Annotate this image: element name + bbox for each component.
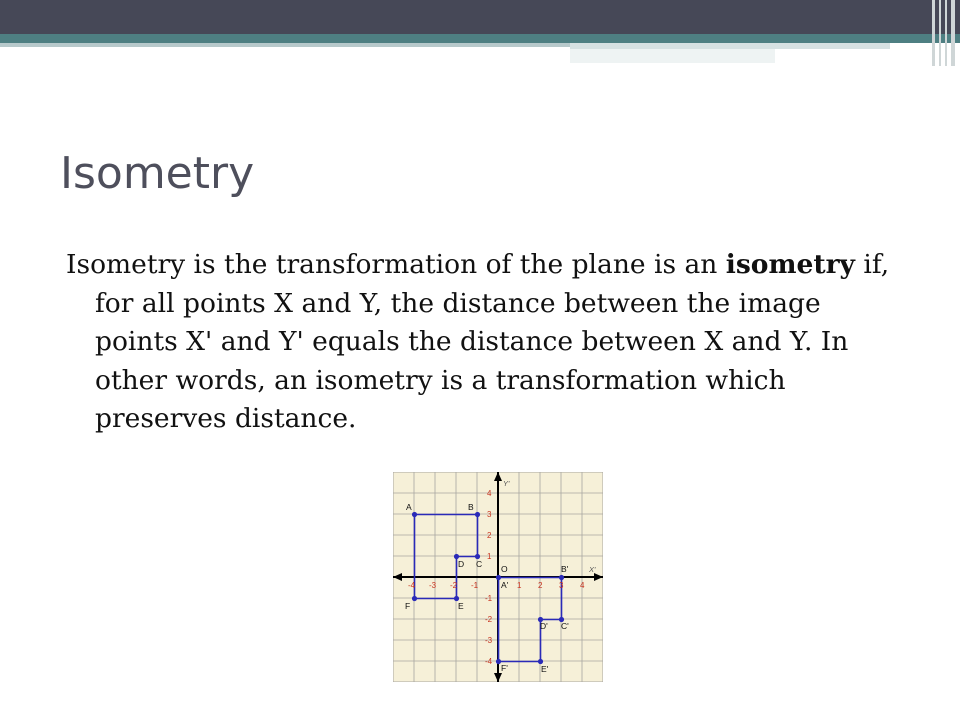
isometry-graph <box>393 472 603 682</box>
header-faint-stripe <box>570 49 775 63</box>
x-tick-label: 1 <box>517 581 522 590</box>
x-tick-label: -4 <box>408 581 416 590</box>
y-tick-label: -1 <box>485 594 493 603</box>
body-text-end: if, for all points X and Y, the distance between the image points X' and Y' equals the distance between X and Y. In other words, an isometry is a transformation which preserves distance. <box>95 249 890 434</box>
origin-label: O <box>501 564 508 574</box>
x-tick-label: -1 <box>471 581 479 590</box>
header-corner-lines <box>930 0 960 66</box>
y-axis-label: Y' <box>503 479 510 488</box>
label-F-prime: F' <box>501 663 508 673</box>
header-accent-stripe <box>0 34 960 43</box>
label-B-prime: B' <box>561 564 569 574</box>
x-tick-label: 3 <box>559 581 564 590</box>
point-B <box>475 512 480 517</box>
y-tick-label: -3 <box>485 636 493 645</box>
point-B-prime <box>559 575 564 580</box>
body-text-start: Isometry is the transformation of the plane is an <box>66 249 726 280</box>
slide-title: Isometry <box>60 148 255 199</box>
label-C-prime: C' <box>561 621 569 631</box>
label-D: D <box>458 559 465 569</box>
point-A <box>412 512 417 517</box>
label-E-prime: E' <box>541 664 549 674</box>
y-tick-label: 1 <box>487 552 492 561</box>
label-C: C <box>476 559 483 569</box>
y-tick-label: -2 <box>485 615 493 624</box>
definition-paragraph <box>66 246 896 439</box>
label-B: B <box>468 502 474 512</box>
y-tick-label: -4 <box>485 657 493 666</box>
x-tick-label: 4 <box>580 581 585 590</box>
header-light-stripe <box>0 43 570 47</box>
slide-body <box>66 246 896 439</box>
point-F <box>412 596 417 601</box>
x-tick-label: -2 <box>450 581 458 590</box>
header-bar <box>0 0 960 34</box>
label-A: A <box>406 502 412 512</box>
y-tick-label: 4 <box>487 489 492 498</box>
x-tick-label: 2 <box>538 581 543 590</box>
x-tick-label: -3 <box>429 581 437 590</box>
body-text-bold-term: isometry <box>725 249 855 280</box>
label-E: E <box>458 601 464 611</box>
label-F: F <box>405 601 411 611</box>
label-D-prime: D' <box>540 621 548 631</box>
label-A-prime: A' <box>501 580 509 590</box>
x-axis-label: X' <box>589 565 596 574</box>
y-tick-label: 2 <box>487 531 492 540</box>
y-tick-label: 3 <box>487 510 492 519</box>
